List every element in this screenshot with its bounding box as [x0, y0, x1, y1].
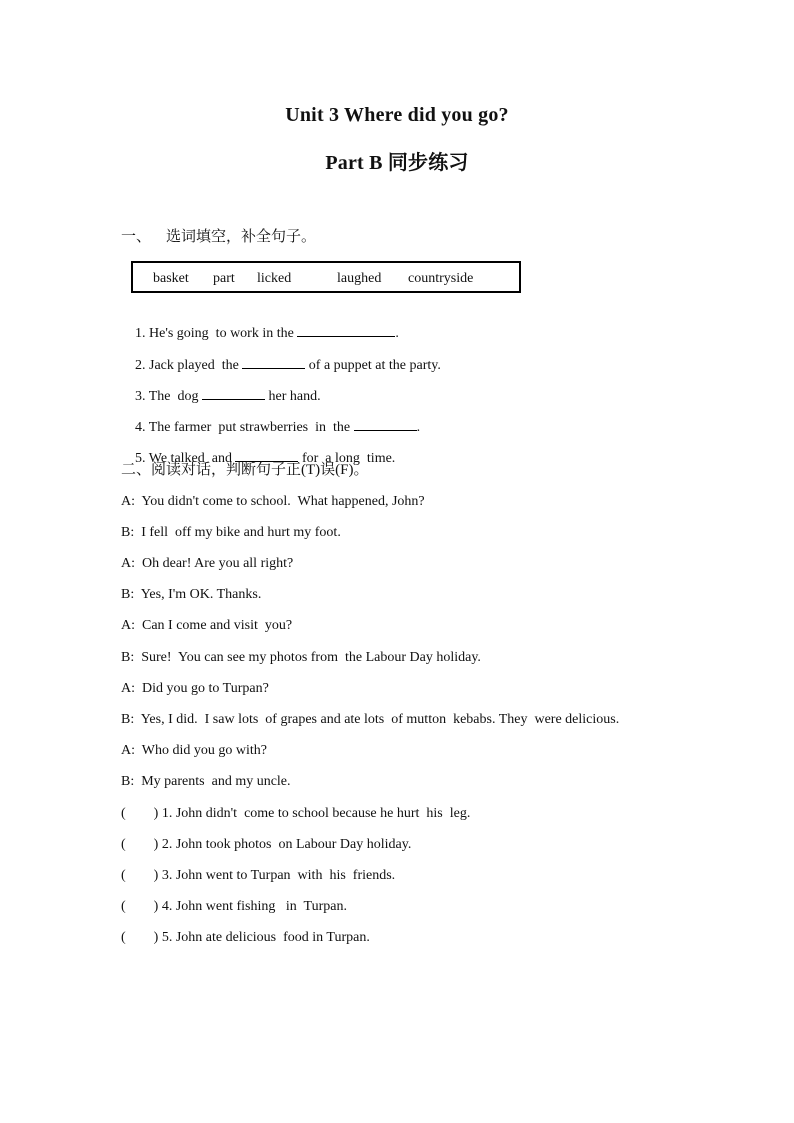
dialogue-line: B: I fell off my bike and hurt my foot. [121, 525, 341, 540]
item-text: 2. Jack played the [135, 358, 243, 373]
page-title: Unit 3 Where did you go? [285, 104, 509, 126]
section2-heading: 二、阅读对话，判断句子正(T)误(F)。 [121, 462, 369, 478]
answer-blank[interactable] [354, 417, 417, 431]
item-text: . [416, 420, 421, 435]
answer-blank[interactable] [297, 323, 395, 337]
answer-blank[interactable] [242, 355, 305, 369]
word-bank-box [131, 261, 521, 293]
word-bank-item: countryside [408, 271, 474, 286]
page-subtitle: Part B 同步练习 [325, 152, 469, 174]
answer-blank[interactable] [202, 386, 265, 400]
judgement-item[interactable]: ( ) 4. John went fishing in Turpan. [121, 899, 347, 914]
judgement-item[interactable]: ( ) 5. John ate delicious food in Turpan. [121, 930, 370, 945]
item-text: 5. We talked and [135, 451, 236, 466]
section1-heading: 一、 选词填空，补全句子。 [121, 229, 317, 245]
word-bank-item: laughed [337, 271, 382, 286]
item-text: 1. He's going to work in the [135, 326, 298, 341]
word-bank-item: part [213, 271, 235, 286]
item-text: her hand. [265, 389, 321, 404]
judgement-item[interactable]: ( ) 2. John took photos on Labour Day holiday. [121, 837, 412, 852]
item-text: 4. The farmer put strawberries in the [135, 420, 354, 435]
dialogue-line: A: Did you go to Turpan? [121, 681, 269, 696]
answer-blank[interactable] [235, 448, 298, 462]
dialogue-line: A: Who did you go with? [121, 743, 267, 758]
word-bank-item: licked [257, 271, 292, 286]
item-text: . [395, 326, 399, 341]
word-bank-item: basket [153, 271, 189, 286]
item-text: for a long time. [298, 451, 396, 466]
dialogue-line: B: Sure! You can see my photos from the Labour Day holiday. [121, 650, 481, 665]
item-text: of a puppet at the party. [305, 358, 441, 373]
dialogue-line: B: Yes, I'm OK. Thanks. [121, 587, 262, 602]
dialogue-line: B: My parents and my uncle. [121, 774, 291, 789]
judgement-item[interactable]: ( ) 1. John didn't come to school because he hurt his leg. [121, 806, 471, 821]
dialogue-line: A: Oh dear! Are you all right? [121, 556, 294, 571]
dialogue-line: A: You didn't come to school. What happened, John? [121, 494, 425, 509]
judgement-item[interactable]: ( ) 3. John went to Turpan with his friends. [121, 868, 396, 883]
dialogue-line: A: Can I come and visit you? [121, 618, 293, 633]
item-text: 3. The dog [135, 389, 203, 404]
dialogue-line: B: Yes, I did. I saw lots of grapes and ate lots of mutton kebabs. They were delicious. [121, 712, 620, 727]
